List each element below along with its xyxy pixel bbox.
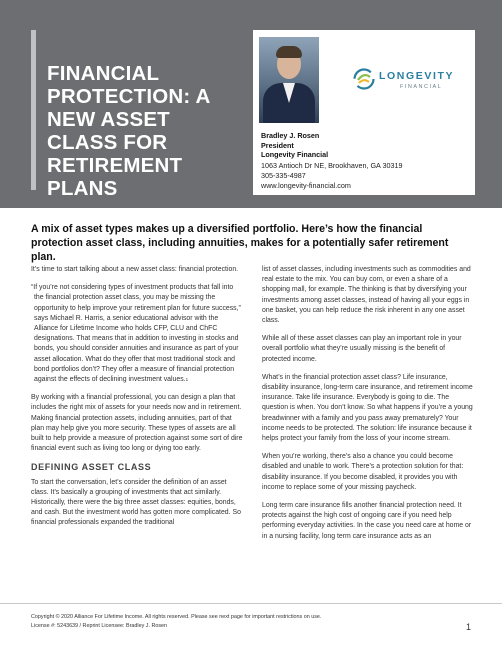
- article-column-right: [262, 265, 474, 550]
- agent-company: Longevity Financial: [261, 150, 329, 159]
- agent-title: President: [261, 140, 294, 150]
- company-logo[interactable]: [353, 68, 463, 96]
- paragraph: To start the conversation, let’s consider the definition of an asset class. It’s basically a grouping of investments that act similarly. Historically, there were the big three asset classes: equities, bonds, and cash. But the investment world has gotten more complicated. So financial professionals expanded the traditional: [31, 478, 241, 527]
- paragraph: Long term care insurance fills another financial protection need. It protects against the high cost of ongoing care if you need help performing everyday activities. In the case you need care at home or in a nursing facility, long term care insurance acts as an: [262, 502, 472, 540]
- license-text: License #: 5243639 / Reprint Licensee: Bradley J. Rosen: [31, 622, 168, 629]
- advisor-photo: [259, 37, 319, 123]
- article-column-left: [31, 265, 243, 537]
- paragraph: list of asset classes, including investments such as commodities and real estate to the mix. You can buy corn, or even a share of a shopping mall, for example. The thinking is that by diversifying your investments among asset classes, instead of having all your eggs in one basket, you can help reduce the risk inherent in any one asset class.: [262, 266, 471, 325]
- footnote-marker: 1: [185, 377, 189, 383]
- logo-text: LONGEVITY: [379, 70, 455, 82]
- paragraph: It’s time to start talking about a new asset class: financial protection.: [31, 266, 239, 273]
- paragraph: “If you’re not considering types of investment products that fall into the financial protection asset class, you may be missing the opportunity to help improve your retirement plan for future success,” says Michael R. Harris, a senior educational advisor with the Alliance for Lifetime Income who holds CFP, CLU and ChFC designations. That means that in addition to investing in stocks and bonds, you should consider annuities and insurance as part of your asset allocation. What do they offer that most traditional stock and bond portfolios don’t? They offer a measure of financial protection against the effects of declining investment values.$^1$: [31, 284, 241, 384]
- agent-address: 1063 Antioch Dr NE, Brookhaven, GA 30319: [261, 161, 403, 170]
- page-number: 1: [466, 622, 472, 632]
- logo-subtext: FINANCIAL: [400, 84, 443, 90]
- agent-info: [261, 131, 328, 160]
- paragraph: By working with a financial professional, you can design a plan that includes the right mix of assets for your needs now and in retirement. Making financial protection assets, including annuities, part of that plan may help give you more security. These types of assets are all built to help provide a measure of protection against some sort of dire financial event such as living too long or dying too early.: [31, 394, 243, 453]
- agent-name: Bradley J. Rosen: [261, 131, 320, 140]
- agent-phone[interactable]: 305-335-4987: [261, 171, 306, 180]
- footer-divider: [0, 603, 502, 604]
- copyright-text: Copyright © 2020 Alliance For Lifetime Income. All rights reserved. Please see next page for important restrictions on use.: [31, 614, 322, 620]
- agent-website-link[interactable]: www.longevity-financial.com: [261, 181, 351, 190]
- accent-bar: [31, 30, 36, 190]
- paragraph: When you’re working, there’s also a chance you could become disabled and unable to work. There’s a protection solution for that: disability insurance. If you become disabled, it provides you with income to replace some of your missing paycheck.: [262, 453, 464, 491]
- footer: [31, 613, 321, 630]
- advisor-card: [253, 30, 475, 195]
- page-title: FINANCIAL PROTECTION: A NEW ASSET CLASS FOR RETIREMENT PLANS: [47, 62, 210, 200]
- lede-paragraph: A mix of asset types makes up a diversified portfolio. Here’s how the financial protection asset class, including annuities, makes for a potentially safer retirement plan.: [31, 223, 449, 263]
- header-band: [0, 0, 502, 208]
- section-heading: DEFINING ASSET CLASS: [31, 462, 152, 473]
- longevity-logo-icon: [353, 68, 375, 90]
- contact-info: [261, 161, 402, 191]
- paragraph: What’s in the financial protection asset class? Life insurance, disability insurance, long-term care insurance, and retirement income insurance. Take life insurance. Everybody is going to die. The question is when. You don’t know. So what happens if you’re a young breadwinner with a family and you pass away prematurely? Your income needs to be protected. The solution: life insurance because it helps protect your family from the loss of your income stream.: [262, 373, 473, 443]
- paragraph: While all of these asset classes can play an important role in your overall portfolio what they’re usually missing is the benefit of protected income.: [262, 335, 462, 363]
